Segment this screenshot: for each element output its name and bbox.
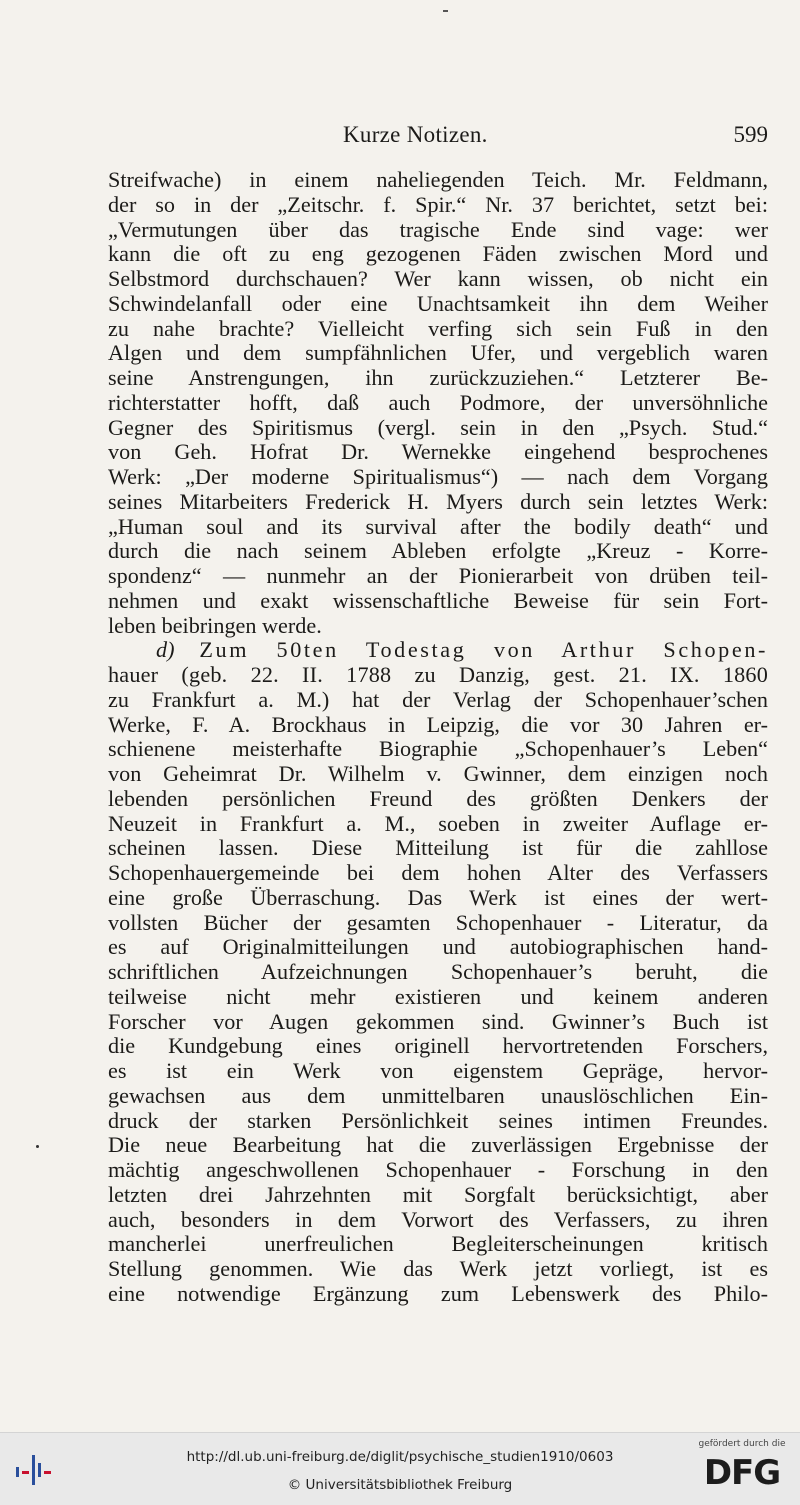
text-line: eine große Überraschung. Das Werk ist eines der wert- bbox=[108, 885, 768, 910]
text-line: zu Frankfurt a. M.) hat der Verlag der Schopenhauer’schen bbox=[108, 687, 768, 712]
text-line: „Vermutungen über das tragische Ende sind vage: wer bbox=[108, 217, 768, 242]
text-line: scheinen lassen. Diese Mitteilung ist für die zahllose bbox=[108, 836, 768, 861]
text-line: mancherlei unerfreulichen Begleiterscheinungen kritisch bbox=[108, 1232, 768, 1257]
text-line: richterstatter hofft, daß auch Podmore, der unversöhnliche bbox=[108, 390, 768, 415]
text-line: kann die oft zu eng gezogenen Fäden zwischen Mord und bbox=[108, 242, 768, 267]
text-line: Werke, F. A. Brockhaus in Leipzig, die vor 30 Jahren er- bbox=[108, 712, 768, 737]
scan-speck bbox=[36, 1145, 39, 1148]
text-line: Forscher vor Augen gekommen sind. Gwinner’s Buch ist bbox=[108, 1009, 768, 1034]
text-line: Selbstmord durchschauen? Wer kann wissen, ob nicht ein bbox=[108, 267, 768, 291]
text-line: der so in der „Zeitschr. f. Spir.“ Nr. 37 berichtet, setzt bei: bbox=[108, 192, 768, 217]
text-line: druck der starken Persönlichkeit seines intimen Freundes. bbox=[108, 1108, 768, 1133]
text-line: von Geheimrat Dr. Wilhelm v. Gwinner, dem einzigen noch bbox=[108, 762, 768, 786]
text-line: Schwindelanfall oder eine Unachtsamkeit ihn dem Weiher bbox=[108, 291, 768, 316]
text-line: Neuzeit in Frankfurt a. M., soeben in zweiter Auflage er- bbox=[108, 811, 768, 836]
text-line bbox=[108, 663, 768, 688]
page-number: 599 bbox=[733, 122, 768, 147]
text-line: teilweise nicht mehr existieren und keinem anderen bbox=[108, 984, 768, 1009]
page-edge-mark bbox=[443, 10, 448, 12]
text-line: mächtig angeschwollenen Schopenhauer - Forschung in den bbox=[108, 1158, 768, 1182]
text-line: Stellung genommen. Wie das Werk jetzt vorliegt, ist es bbox=[108, 1257, 768, 1281]
text-line: „Human soul and its survival after the bodily death“ und bbox=[108, 514, 768, 539]
text-line: lebenden persönlichen Freund des größten Denkers der bbox=[108, 786, 768, 811]
text-line: es ist ein Werk von eigenstem Gepräge, hervor- bbox=[108, 1059, 768, 1083]
text-body bbox=[108, 168, 768, 1307]
text-line: von Geh. Hofrat Dr. Wernekke eingehend besprochenes bbox=[108, 440, 768, 465]
text-line: Streifwache) in einem naheliegenden Teich. Mr. Feldmann, bbox=[108, 168, 768, 192]
permalink-link[interactable]: http://dl.ub.uni-freiburg.de/diglit/psychische_studien1910/0603 bbox=[186, 1449, 614, 1465]
text-line: nehmen und exakt wissenschaftliche Beweise für sein Fort- bbox=[108, 588, 768, 613]
text-line: Gegner des Spiritismus (vergl. sein in den „Psych. Stud.“ bbox=[108, 415, 768, 440]
dfg-logo: DFG bbox=[703, 1453, 781, 1493]
text-line: Algen und dem sumpfähnlichen Ufer, und vergeblich waren bbox=[108, 341, 768, 366]
text-line: seine Anstrengungen, ihn zurückzuziehen.“ Letzterer Be- bbox=[108, 366, 768, 390]
section-heading-text: Zum 50ten Todestag von Arthur Schopen- bbox=[199, 638, 768, 663]
text-line: durch die nach seinem Ableben erfolgte „Kreuz - Korre- bbox=[108, 539, 768, 564]
copyright-notice: © Universitätsbibliothek Freiburg bbox=[287, 1477, 513, 1493]
text-line: zu nahe brachte? Vielleicht verfing sich sein Fuß in den bbox=[108, 316, 768, 341]
text-line: schienene meisterhafte Biographie „Schopenhauer’s Leben“ bbox=[108, 737, 768, 762]
text-line: auch, besonders in dem Vorwort des Verfassers, zu ihren bbox=[108, 1207, 768, 1232]
funder-caption: gefördert durch die bbox=[698, 1439, 786, 1449]
text-line: die Kundgebung eines originell hervortretenden Forschers, bbox=[108, 1034, 768, 1059]
running-head bbox=[108, 120, 768, 152]
text-line: vollsten Bücher der gesamten Schopenhauer - Literatur, da bbox=[108, 910, 768, 935]
text-line: Schopenhauergemeinde bei dem hohen Alter des Verfassers bbox=[108, 861, 768, 885]
section-marker: d) bbox=[156, 638, 175, 663]
section-heading-continuation: hauer (geb. 22. II. 1788 zu Danzig, gest. 21. IX. 1860 bbox=[108, 663, 768, 687]
text-line: Die neue Bearbeitung hat die zuverlässigen Ergebnisse der bbox=[108, 1133, 768, 1158]
text-line: spondenz“ — nunmehr an der Pionierarbeit von drüben teil- bbox=[108, 564, 768, 588]
text-line-paragraph-end: leben beibringen werde. bbox=[108, 613, 322, 638]
text-line: schriftlichen Aufzeichnungen Schopenhauer’s beruht, die bbox=[108, 960, 768, 984]
footer-bar bbox=[0, 1432, 800, 1505]
text-line: gewachsen aus dem unmittelbaren unauslöschlichen Ein- bbox=[108, 1083, 768, 1108]
funder-block bbox=[696, 1439, 788, 1494]
section-d-heading-line bbox=[108, 638, 768, 663]
text-line: seines Mitarbeiters Frederick H. Myers durch sein letztes Werk: bbox=[108, 489, 768, 514]
text-line: Werk: „Der moderne Spiritualismus“) — nach dem Vorgang bbox=[108, 465, 768, 489]
running-title: Kurze Notizen. bbox=[343, 122, 488, 147]
text-line: letzten drei Jahrzehnten mit Sorgfalt berücksichtigt, aber bbox=[108, 1182, 768, 1207]
text-line: eine notwendige Ergänzung zum Lebenswerk des Philo- bbox=[108, 1281, 768, 1306]
text-line: es auf Originalmitteilungen und autobiographischen hand- bbox=[108, 935, 768, 960]
